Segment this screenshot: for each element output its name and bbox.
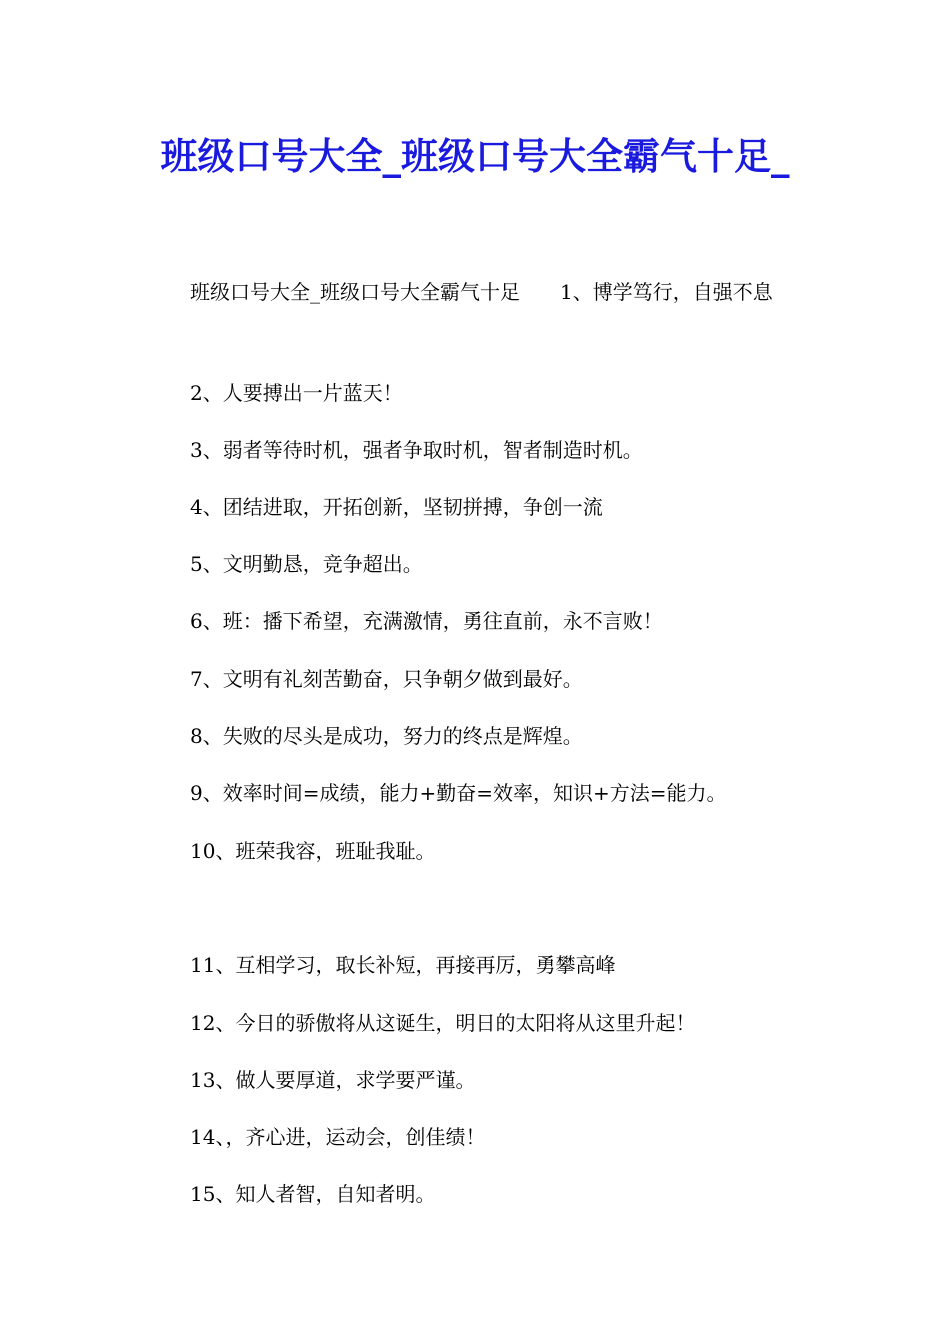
list-item: 10、班荣我容，班耻我耻。 <box>190 839 436 863</box>
list-item: 3、弱者等待时机，强者争取时机，智者制造时机。 <box>190 438 643 462</box>
list-item: 8、失败的尽头是成功，努力的终点是辉煌。 <box>190 724 583 748</box>
list-item: 11、互相学习，取长补短，再接再厉，勇攀高峰 <box>190 953 616 977</box>
list-item: 6、班：播下希望，充满激情，勇往直前，永不言败！ <box>190 609 663 633</box>
intro-lead: 班级口号大全_班级口号大全霸气十足 <box>190 280 520 304</box>
list-item: 4、团结进取，开拓创新，坚韧拼搏，争创一流 <box>190 495 603 519</box>
list-item: 9、效率时间=成绩，能力+勤奋=效率，知识+方法=能力。 <box>190 781 727 805</box>
document-title: 班级口号大全_班级口号大全霸气十足_ <box>160 134 790 178</box>
intro-paragraph <box>145 262 810 322</box>
list-item: 14、，齐心进，运动会，创佳绩！ <box>190 1125 486 1149</box>
list-item: 5、文明勤恳，竞争超出。 <box>190 552 423 576</box>
intro-first-item: 1、博学笃行，自强不息 <box>560 280 773 304</box>
list-item: 12、今日的骄傲将从这诞生，明日的太阳将从这里升起！ <box>190 1011 696 1035</box>
list-item: 7、文明有礼刻苦勤奋，只争朝夕做到最好。 <box>190 667 583 691</box>
list-item: 13、做人要厚道，求学要严谨。 <box>190 1068 476 1092</box>
list-item: 2、人要搏出一片蓝天！ <box>190 381 403 405</box>
list-item: 15、知人者智，自知者明。 <box>190 1182 436 1206</box>
